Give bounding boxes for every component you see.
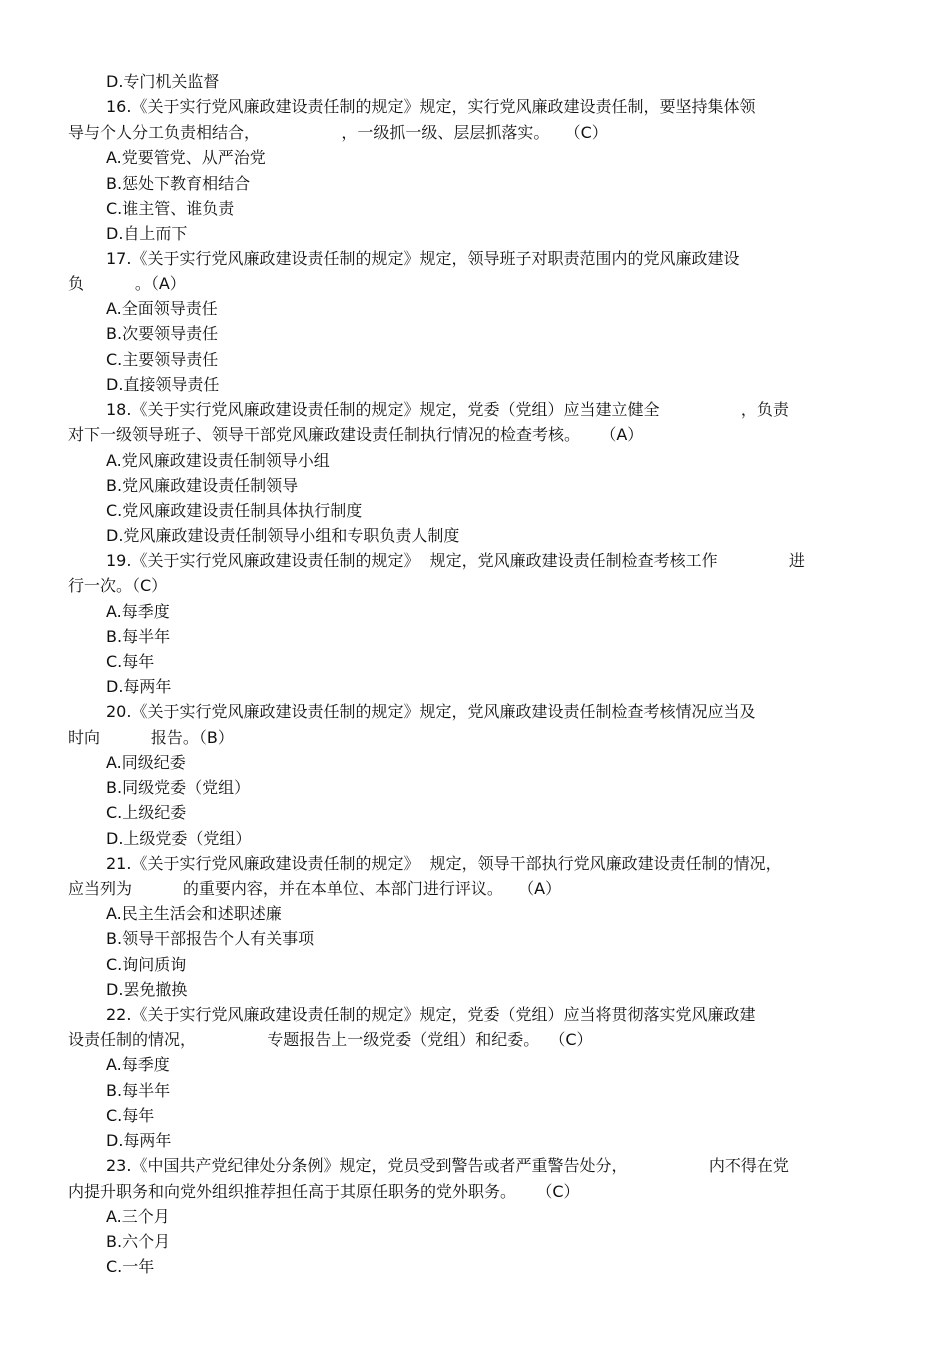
answer-option: D.专门机关监督 [106,72,220,91]
answer-option: A.每季度 [106,602,170,621]
question-text-line: 21.《关于实行党风廉政建设责任制的规定》 规定，领导干部执行党风廉政建设责任制的情况， [106,854,782,873]
answer-option: B.每半年 [106,1081,171,1100]
question-text-line: 导与个人分工负责相结合， ，一级抓一级、层层抓落实。 （C） [68,123,608,142]
answer-option: C.每年 [106,652,155,671]
question-text-line: 对下一级领导班子、领导干部党风廉政建设责任制执行情况的检查考核。 （A） [68,425,644,444]
question-text-line: 23.《中国共产党纪律处分条例》规定，党员受到警告或者严重警告处分， 内不得在党 [106,1156,789,1175]
answer-option: A.同级纪委 [106,753,186,772]
answer-option: D.每两年 [106,677,172,696]
answer-option: A.党风廉政建设责任制领导小组 [106,451,330,470]
answer-option: C.一年 [106,1257,155,1276]
answer-option: A.全面领导责任 [106,299,218,318]
answer-option: A.民主生活会和述职述廉 [106,904,282,923]
answer-option: C.党风廉政建设责任制具体执行制度 [106,501,363,520]
question-text-line: 负 。（A） [68,274,186,293]
answer-option: D.每两年 [106,1131,172,1150]
answer-option: D.自上而下 [106,224,188,243]
answer-option: B.次要领导责任 [106,324,219,343]
answer-option: A.三个月 [106,1207,170,1226]
question-text-line: 行一次。（C） [68,576,168,595]
answer-option: C.上级纪委 [106,803,187,822]
question-text-line: 22.《关于实行党风廉政建设责任制的规定》规定，党委（党组）应当将贯彻落实党风廉政建 [106,1005,756,1024]
answer-option: B.惩处下教育相结合 [106,174,251,193]
answer-option: B.每半年 [106,627,171,646]
answer-option: C.每年 [106,1106,155,1125]
answer-option: C.主要领导责任 [106,350,219,369]
question-text-line: 16.《关于实行党风廉政建设责任制的规定》规定，实行党风廉政建设责任制，要坚持集体领 [106,97,756,116]
question-text-line: 设责任制的情况， 专题报告上一级党委（党组）和纪委。 （C） [68,1030,593,1049]
question-text-line: 19.《关于实行党风廉政建设责任制的规定》 规定，党风廉政建设责任制检查考核工作 进 [106,551,805,570]
answer-option: B.党风廉政建设责任制领导 [106,476,299,495]
answer-option: B.领导干部报告个人有关事项 [106,929,315,948]
question-text-line: 20.《关于实行党风廉政建设责任制的规定》规定，党风廉政建设责任制检查考核情况应当及 [106,702,756,721]
answer-option: D.直接领导责任 [106,375,220,394]
answer-option: A.党要管党、从严治党 [106,148,266,167]
question-text-line: 时向 报告。（B） [68,728,234,747]
question-text-line: 18.《关于实行党风廉政建设责任制的规定》规定，党委（党组）应当建立健全 ，负责 [106,400,789,419]
answer-option: D.上级党委（党组） [106,829,252,848]
answer-option: C.谁主管、谁负责 [106,199,235,218]
answer-option: B.同级党委（党组） [106,778,251,797]
answer-option: B.六个月 [106,1232,171,1251]
question-text-line: 应当列为 的重要内容，并在本单位、本部门进行评议。 （A） [68,879,562,898]
question-text-line: 内提升职务和向党外组织推荐担任高于其原任职务的党外职务。 （C） [68,1182,580,1201]
question-text-line: 17.《关于实行党风廉政建设责任制的规定》规定，领导班子对职责范围内的党风廉政建设 [106,249,740,268]
answer-option: A.每季度 [106,1055,170,1074]
answer-option: C.询问质询 [106,955,187,974]
answer-option: D.罢免撤换 [106,980,188,999]
answer-option: D.党风廉政建设责任制领导小组和专职负责人制度 [106,526,460,545]
